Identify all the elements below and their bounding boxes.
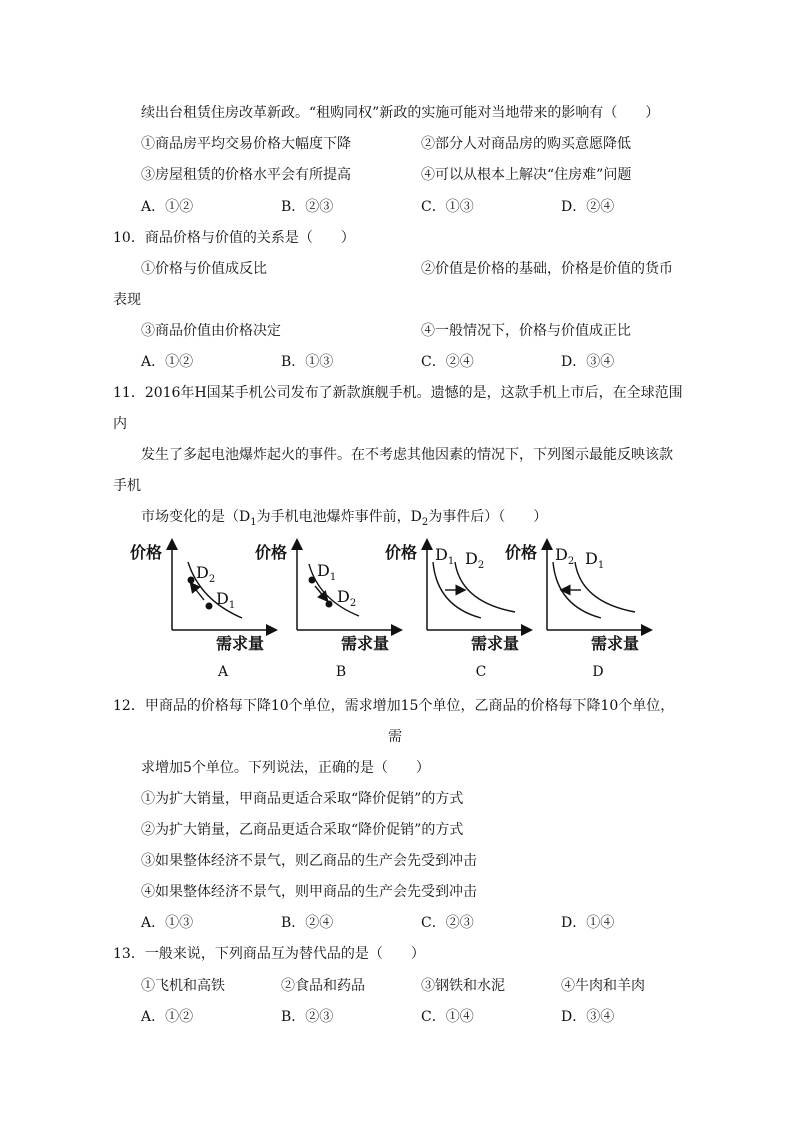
q10-statement-4: ④一般情况下，价格与价值成正比 xyxy=(421,323,631,339)
x-axis-label: 需求量 xyxy=(471,634,520,653)
label-bottom: $D_1$ xyxy=(216,589,236,611)
graph-b-caption: B xyxy=(335,664,347,680)
q11-stem-line-1: 11．2016年H国某手机公司发布了新款旗舰手机。遗憾的是，这款手机上市后，在全球范围 xyxy=(113,385,683,401)
label-right: $D_2$ xyxy=(465,549,485,571)
x-axis-label: 需求量 xyxy=(591,634,640,653)
q10-statement-3: ③商品价值由价格决定 xyxy=(141,323,281,339)
graph-d-caption: D xyxy=(592,664,604,680)
point-top xyxy=(188,577,195,584)
q9-option-c: C．①③ xyxy=(421,199,474,215)
q10-statement-1: ①价格与价值成反比 xyxy=(141,261,267,277)
graph-d xyxy=(505,538,655,660)
q13-item-2: ②食品和药品 xyxy=(281,978,365,994)
label-left: $D_1$ xyxy=(435,545,455,567)
label-left: $D_2$ xyxy=(555,545,575,567)
q9-stem: 续出台租赁住房改革新政。“租购同权”新政的实施可能对当地带来的影响有（ ） xyxy=(141,105,660,121)
y-axis-label: 价格 xyxy=(130,543,163,562)
q10-option-d: D．③④ xyxy=(561,354,615,370)
q12-option-b: B．②④ xyxy=(281,915,334,931)
q9-option-b: B．②③ xyxy=(281,199,334,215)
x-axis-label: 需求量 xyxy=(341,634,390,653)
q12-option-a: A．①③ xyxy=(141,915,194,931)
q10-stem: 10．商品价格与价值的关系是（ ） xyxy=(113,230,355,246)
label-top: $D_1$ xyxy=(317,561,337,583)
q10-option-a: A．①② xyxy=(141,354,194,370)
label-bottom: $D_2$ xyxy=(337,587,357,609)
q13-stem: 13．一般来说，下列商品互为替代品的是（ ） xyxy=(113,946,425,962)
q11-stem-line-3: 发生了多起电池爆炸起火的事件。在不考虑其他因素的情况下，下列图示最能反映该款 xyxy=(141,447,673,463)
point-bottom xyxy=(206,603,213,610)
q9-statement-2: ②部分人对商品房的购买意愿降低 xyxy=(421,136,631,152)
q10-option-b: B．①③ xyxy=(281,354,334,370)
q13-option-d: D．③④ xyxy=(561,1009,615,1025)
q9-statement-1: ①商品房平均交易价格大幅度下降 xyxy=(141,136,351,152)
q13-option-c: C．①④ xyxy=(421,1009,474,1025)
q12-statement-1: ①为扩大销量，甲商品更适合采取“降价促销”的方式 xyxy=(141,791,464,807)
q13-item-1: ①飞机和高铁 xyxy=(141,978,225,994)
y-axis-label: 价格 xyxy=(255,543,288,562)
q12-statement-4: ④如果整体经济不景气，则甲商品的生产会先受到冲击 xyxy=(141,884,477,900)
q13-option-a: A．①② xyxy=(141,1009,194,1025)
demand-curve-2 xyxy=(575,562,635,612)
q10-statement-2-cont: 表现 xyxy=(113,292,141,308)
x-axis-label: 需求量 xyxy=(216,634,265,653)
q12-stem-line-1: 12．甲商品的价格每下降10个单位，需求增加15个单位，乙商品的价格每下降10个单位， xyxy=(113,698,675,714)
graph-c-caption: C xyxy=(475,664,487,680)
q13-item-4: ④牛肉和羊肉 xyxy=(561,978,645,994)
q13-option-b: B．②③ xyxy=(281,1009,334,1025)
label-top: $D_2$ xyxy=(196,563,216,585)
q11-stem-line-2: 内 xyxy=(113,416,127,432)
q13-item-3: ③钢铁和水泥 xyxy=(421,978,505,994)
q12-option-c: C．②③ xyxy=(421,915,474,931)
q12-stem-line-2: 需 xyxy=(388,729,402,745)
q9-statement-3: ③房屋租赁的价格水平会有所提高 xyxy=(141,167,351,183)
point-bottom xyxy=(326,601,333,608)
y-axis-label: 价格 xyxy=(505,543,538,562)
q12-option-d: D．①④ xyxy=(561,915,615,931)
point-top xyxy=(309,577,316,584)
graph-a-caption: A xyxy=(217,664,229,680)
q10-statement-2: ②价值是价格的基础，价格是价值的货币 xyxy=(421,261,673,277)
q10-option-c: C．②④ xyxy=(421,354,474,370)
q12-statement-2: ②为扩大销量，乙商品更适合采取“降价促销”的方式 xyxy=(141,822,464,838)
q9-statement-4: ④可以从根本上解决“住房难”问题 xyxy=(421,167,632,183)
q12-statement-3: ③如果整体经济不景气，则乙商品的生产会先受到冲击 xyxy=(141,853,477,869)
y-axis-label: 价格 xyxy=(385,543,418,562)
graph-b xyxy=(255,538,405,660)
q12-stem-line-3: 求增加5个单位。下列说法，正确的是（ ） xyxy=(141,760,430,776)
q11-stem-line-5: 市场变化的是（$D_1$为手机电池爆炸事件前，$D_2$为事件后）（ ） xyxy=(141,509,548,528)
label-right: $D_1$ xyxy=(585,549,605,571)
q11-stem-line-4: 手机 xyxy=(113,478,141,494)
q9-option-a: A．①② xyxy=(141,199,194,215)
q9-option-d: D．②④ xyxy=(561,199,615,215)
